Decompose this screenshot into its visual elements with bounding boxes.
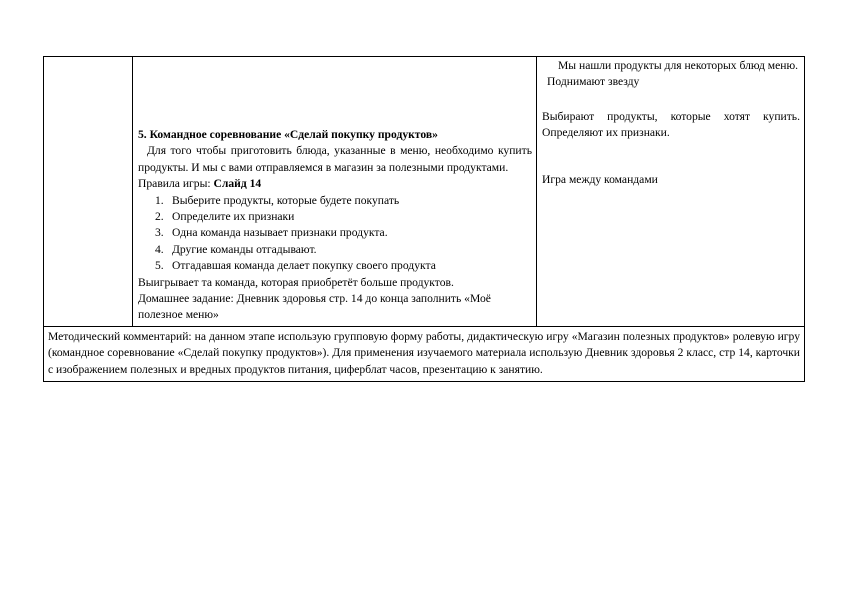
method-comment-cell xyxy=(44,326,805,381)
table-row xyxy=(44,326,805,381)
rules-list xyxy=(138,193,532,275)
winner-rule: Выигрывает та команда, которая приобретёт больше продуктов. xyxy=(138,275,454,289)
stage-cell xyxy=(44,57,133,327)
team-game-text: Игра между командами xyxy=(542,172,658,186)
competition-title: 5. Командное соревнование «Сделай покупку продуктов» xyxy=(138,128,438,141)
table-row xyxy=(44,57,805,327)
raise-star-text: Поднимают звезду xyxy=(547,75,640,89)
found-products-text: Мы нашли продукты для некоторых блюд меню. xyxy=(558,59,799,72)
competition-intro: Для того чтобы приготовить блюда, указанные в меню, необходимо купить продукты. И мы с вами отправляемся в магазин за полезными продуктами. xyxy=(138,144,532,174)
list-item: 4. Другие команды отгадывают. xyxy=(155,242,317,256)
rules-heading: Правила игры: Слайд 14 xyxy=(138,177,262,191)
list-item: 2. Определите их признаки xyxy=(155,210,295,224)
homework: Домашнее задание: Дневник здоровья стр. 14 до конца заполнить «Моё полезное меню» xyxy=(138,292,491,322)
teacher-activity-cell xyxy=(133,57,537,327)
student-activity-cell xyxy=(537,57,805,327)
list-item: 1. Выберите продукты, которые будете покупать xyxy=(155,193,400,207)
lesson-table xyxy=(43,56,805,382)
list-item: 5. Отгадавшая команда делает покупку своего продукта xyxy=(155,259,436,273)
method-comment: Методический комментарий: на данном этапе использую групповую форму работы, дидактическую игру «Магазин полезных продуктов» ролевую игру (командное соревнование «Сделай покупку продуктов»). Для применения изучаемого материала использую Дневник здоровья 2 класс, стр 14, карточки с изображением полезных и вредных продуктов питания, циферблат часов, презентацию к занятию. xyxy=(48,329,800,376)
choose-products-text: Выбирают продукты, которые хотят купить. Определяют их признаки. xyxy=(542,109,800,140)
slide-ref: Слайд 14 xyxy=(213,177,262,191)
list-item: 3. Одна команда называет признаки продукта. xyxy=(155,226,388,240)
